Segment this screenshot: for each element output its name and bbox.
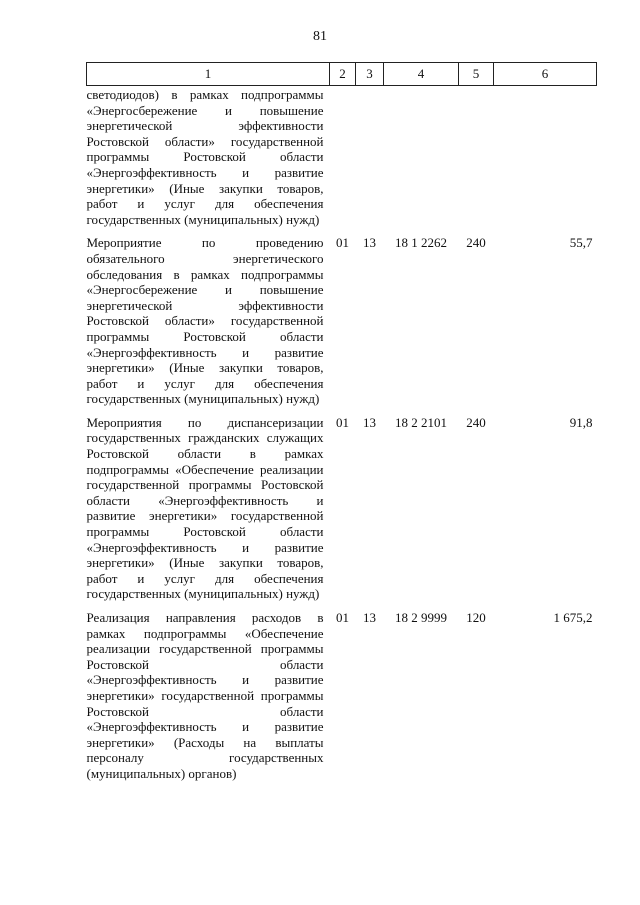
row-section: 01: [336, 235, 349, 251]
row-subsection: 13: [363, 414, 376, 430]
row-subsection: [356, 86, 384, 228]
row-target-article: 18 2 9999: [395, 610, 447, 625]
table-row: [87, 227, 597, 407]
row-amount: 55,7: [569, 235, 593, 251]
column-header-1: 1: [87, 63, 330, 86]
table-row: [87, 407, 597, 602]
row-target-article: 18 1 2262: [395, 235, 447, 251]
column-header-2: 2: [330, 63, 356, 86]
column-header-6: 6: [494, 63, 597, 86]
row-amount: [494, 86, 597, 228]
row-expense-type: 240: [466, 235, 486, 251]
row-expense-type: 120: [466, 610, 486, 625]
row-name: Мероприятия по диспансеризации государственных гражданских служащих Ростовской области в рамках подпрограммы «Обеспечение реализации государственной программы Ростовской области «Энергоэффективность и развитие энергетики» государственной программы Ростовской области «Энергоэффективность и развитие энергетики» (Иные закупки товаров, работ и услуг для обеспечения государственных (муниципальных) нужд): [86, 414, 324, 602]
table-header-row: [87, 63, 597, 86]
row-amount: 91,8: [569, 414, 593, 430]
row-subsection: 13: [363, 610, 376, 625]
row-subsection: 13: [363, 235, 376, 251]
row-expense-type: [459, 86, 494, 228]
row-name: Мероприятие по проведению обязательного энергетического обследования в рамках подпрограммы «Энергосбережение и повышение энергетической эффективности Ростовской области» государственной программы Ростовской области «Энергоэффективность и развитие энергетики» (Иные закупки товаров, работ и услуг для обеспечения государственных (муниципальных) нужд): [86, 235, 324, 407]
row-section: 01: [336, 414, 349, 430]
row-expense-type: 240: [466, 414, 486, 430]
table-row: [87, 86, 597, 228]
row-amount: 1 675,2: [553, 610, 593, 625]
row-name: Реализация направления расходов в рамках подпрограммы «Обеспечение реализации государственной программы Ростовской области «Энергоэффективность и развитие энергетики» государственной программы Ростовской области «Энергоэффективность и развитие энергетики» (Расходы на выплаты персоналу государственных (муниципальных) органов): [86, 610, 324, 781]
row-section: [330, 86, 356, 228]
page-number: 81: [313, 29, 327, 44]
row-section: 01: [336, 610, 349, 625]
column-header-4: 4: [384, 63, 459, 86]
row-target-article: [384, 86, 459, 228]
table-row: [87, 602, 597, 782]
budget-table: [86, 62, 597, 782]
row-target-article: 18 2 2101: [395, 414, 447, 430]
row-name: светодиодов) в рамках подпрограммы «Энергосбережение и повышение энергетической эффективности Ростовской области» государственной программы Ростовской области «Энергоэффективность и развитие энергетики» (Иные закупки товаров, работ и услуг для обеспечения государственных (муниципальных) нужд): [86, 87, 324, 227]
column-header-5: 5: [459, 63, 494, 86]
column-header-3: 3: [356, 63, 384, 86]
